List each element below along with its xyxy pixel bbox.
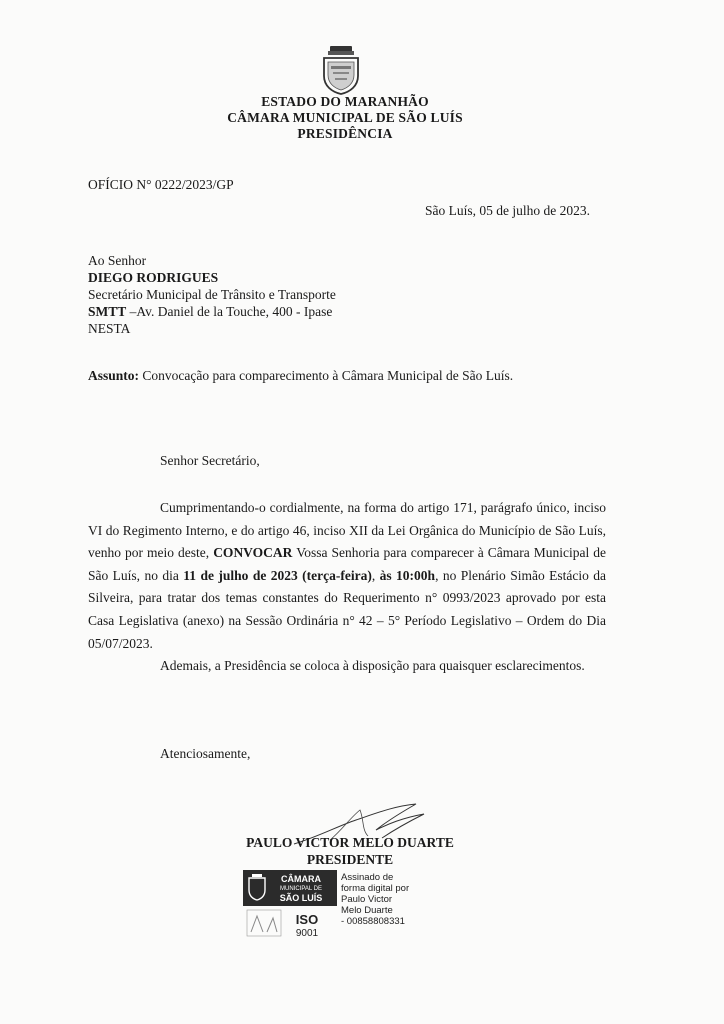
body-text: , — [371, 567, 380, 583]
recipient-role: Secretário Municipal de Trânsito e Transporte — [88, 287, 336, 302]
body-paragraph-1 — [88, 497, 606, 655]
stamp-iso: ISO — [295, 912, 319, 927]
letterhead — [0, 94, 690, 142]
stamp-municipal: MUNICIPAL DE — [279, 886, 323, 892]
stamp-graphic — [243, 870, 337, 938]
recipient-address-line — [88, 303, 336, 320]
body-emphasis-time: às 10:00h — [379, 567, 436, 583]
recipient-nesta: NESTA — [88, 321, 131, 336]
body-emphasis-convocar: CONVOCAR — [213, 545, 293, 561]
subject-text: Convocação para comparecimento à Câmara Municipal de São Luís. — [139, 368, 514, 383]
subject-label: Assunto: — [88, 368, 140, 383]
chamber-iso-stamp — [243, 870, 337, 938]
salutation: Senhor Secretário, — [160, 453, 260, 468]
body-paragraph-2: Ademais, a Presidência se coloca à disposição para quaisquer esclarecimentos. — [160, 658, 585, 674]
header-chamber: CÂMARA MUNICIPAL DE SÃO LUÍS — [227, 110, 463, 125]
signer-block — [232, 834, 468, 868]
digital-signature-note — [341, 872, 409, 927]
stamp-sao-luis: SÃO LUÍS — [279, 893, 323, 903]
digital-signature-line: Paulo Victor — [341, 894, 393, 905]
signer-name: PAULO VICTOR MELO DUARTE — [246, 835, 454, 850]
subject-line — [88, 368, 513, 384]
digital-signature-line: Melo Duarte — [341, 905, 393, 916]
document-date: São Luís, 05 de julho de 2023. — [425, 203, 590, 218]
stamp-camara: CÂMARA — [281, 874, 321, 884]
header-presidency: PRESIDÊNCIA — [297, 126, 393, 141]
recipient-block — [88, 252, 336, 337]
coat-of-arms-icon — [318, 44, 364, 96]
recipient-name: DIEGO RODRIGUES — [88, 270, 219, 285]
body-emphasis-date: 11 de julho de 2023 (terça-feira) — [183, 567, 372, 583]
oficio-number: OFÍCIO N° 0222/2023/GP — [88, 177, 234, 192]
body-text: , no Plenário Simão Estácio da Silveira, para tratar dos temas constantes do Requerimento n° 0993/2023 aprovado por esta Casa Legislativa (anexo) na Sessão Ordinária n° 42 – 5° Período Legislativo – Ordem do Dia 05/07/2023. — [88, 567, 607, 651]
signer-title: PRESIDENTE — [306, 852, 394, 867]
recipient-address: –Av. Daniel de la Touche, 400 - Ipase — [126, 304, 333, 319]
body-text: Vossa Senhoria para comparecer à Câmara Municipal de São Luís, no dia — [88, 545, 606, 583]
body-text: Cumprimentando-o cordialmente, na forma do artigo 171, parágrafo único, inciso VI do Regimento Interno, e do artigo 46, inciso XII da Lei Orgânica do Município de São Luís, venho por meio deste, — [88, 500, 606, 561]
stamp-iso-number: 9001 — [295, 928, 319, 938]
digital-signature-line: - 00858808331 — [341, 916, 405, 927]
letter-body — [88, 497, 606, 678]
recipient-org: SMTT — [88, 304, 127, 319]
digital-signature-line: Assinado de — [341, 872, 394, 883]
closing: Atenciosamente, — [160, 746, 251, 761]
recipient-greeting: Ao Senhor — [88, 253, 147, 268]
digital-signature-line: forma digital por — [341, 883, 410, 894]
header-state: ESTADO DO MARANHÃO — [261, 94, 429, 109]
